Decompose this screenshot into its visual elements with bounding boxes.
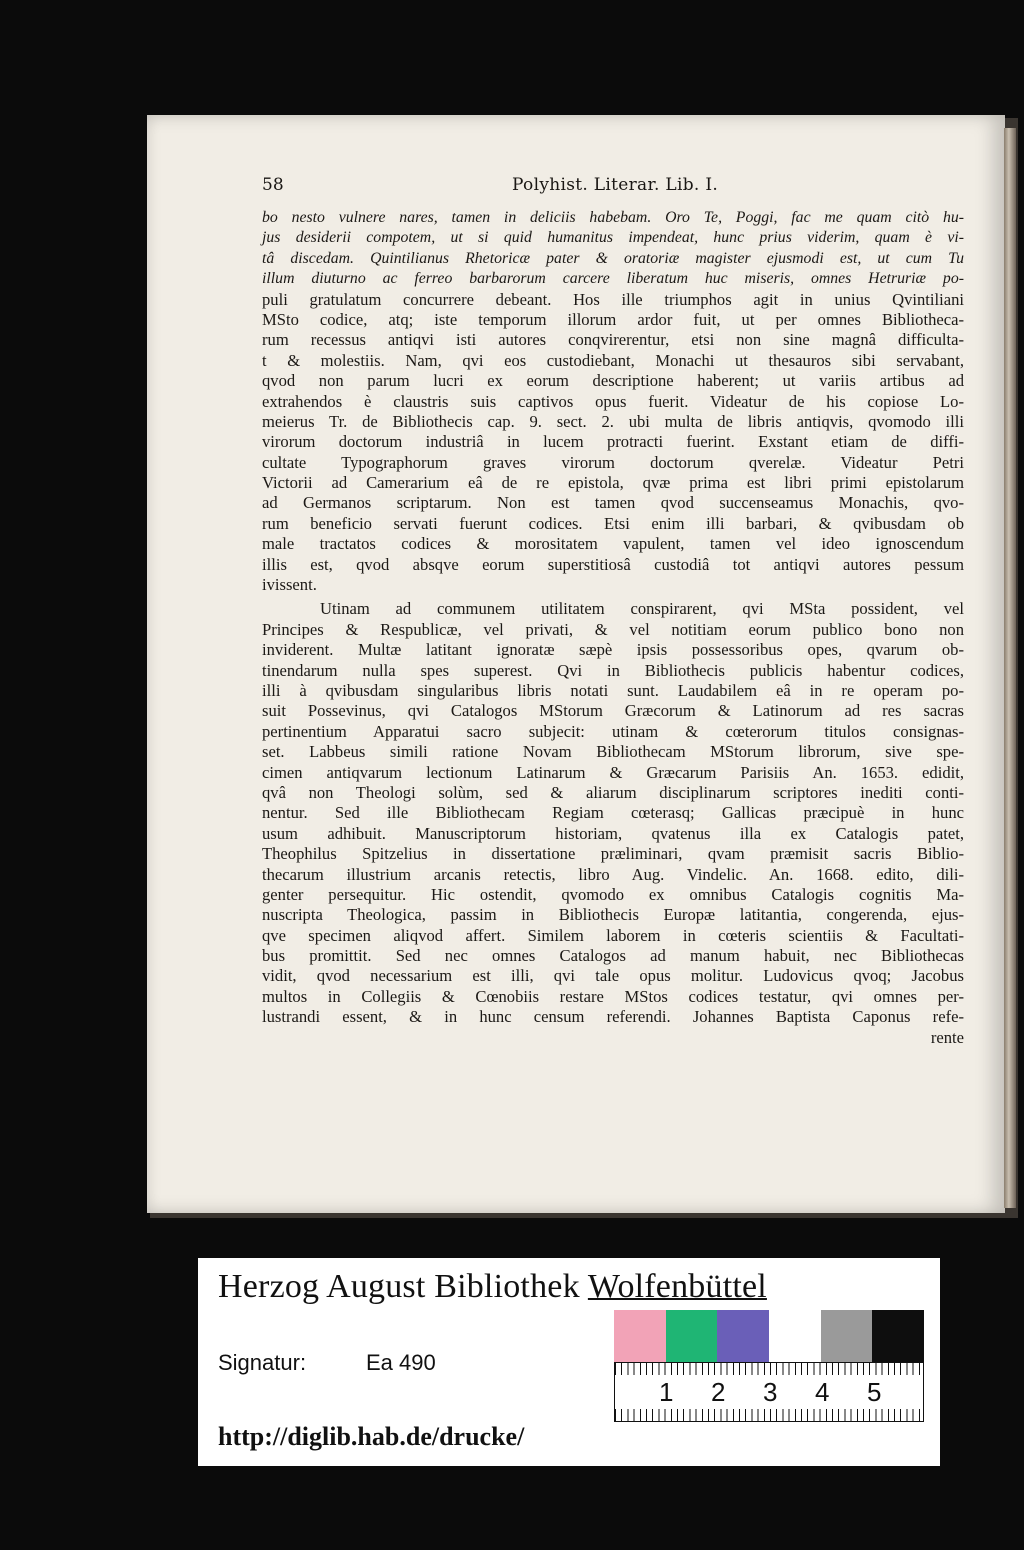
text-line: multos in Collegiis & Cœnobiis restare MStos codices testatur, qvi omnes per- bbox=[262, 986, 964, 1006]
library-city: Wolfenbüttel bbox=[587, 1268, 767, 1305]
text-line: genter persequitur. Hic ostendit, qvomodo ex omnibus Catalogis cognitis Ma- bbox=[262, 884, 964, 904]
text-line: nentur. Sed ille Bibliothecam Regiam cœterasq; Gallicas præcipuè in hunc bbox=[262, 803, 964, 823]
color-swatches bbox=[614, 1310, 924, 1362]
text-line: extrahendos è claustris suis captivos opus fuerit. Videatur de his copiose Lo- bbox=[262, 391, 964, 411]
text-line: qvod non parum lucri ex eorum descriptione haberent; ut variis artibus ad bbox=[262, 371, 964, 391]
color-swatch bbox=[717, 1310, 769, 1362]
text-line: virorum doctorum industriâ in lucem protracti fuerint. Exstant etiam de diffi- bbox=[262, 432, 964, 452]
text-line: MSto codice, atq; iste temporum illorum ardor fuit, ut per omnes Bibliotheca- bbox=[262, 309, 964, 329]
ruler-number: 3 bbox=[763, 1377, 778, 1407]
ruler-ticks-top bbox=[615, 1363, 923, 1375]
running-head bbox=[262, 175, 962, 201]
color-swatch bbox=[821, 1310, 873, 1362]
text-line: rum beneficio servati fuerunt codices. Etsi enim illi barbari, & qvibusdam ob bbox=[262, 513, 964, 533]
text-line: Principes & Respublicæ, vel privati, & vel notitiam eorum publico bono non bbox=[262, 619, 964, 639]
text-line: thecarum illustrium arcanis retectis, libro Aug. Vindelic. An. 1668. edito, dili- bbox=[262, 864, 964, 884]
running-title: Polyhist. Literar. Lib. I. bbox=[512, 175, 719, 195]
text-line: Utinam ad communem utilitatem conspirarent, qvi MSta possident, vel bbox=[320, 599, 964, 619]
text-line: jus desiderii compotem, ut si quid humanitus impendeat, hunc prius viderim, quam è vi- bbox=[262, 229, 964, 247]
text-line: suit Possevinus, qvi Catalogos MStorum Græcorum & Latinorum ad res sacras bbox=[262, 701, 964, 721]
text-line: illum diuturno ac ferreo barbarorum carcere liberatum huc miseris, omnes Hetruriæ po- bbox=[262, 270, 964, 288]
text-line: set. Labbeus simili ratione Novam Bibliothecam MStorum librorum, sive spe- bbox=[262, 742, 964, 762]
text-line: meierus Tr. de Bibliothecis cap. 9. sect. 2. ubi multa de libris antiqvis, qvomodo illi bbox=[262, 411, 964, 431]
library-url: http://diglib.hab.de/drucke/ bbox=[218, 1422, 525, 1451]
text-line: qve specimen aliqvod affert. Similem laborem in cœteris scientiis & Facultati- bbox=[262, 925, 964, 945]
text-line: Theophilus Spitzelius in dissertatione præliminari, qvam præmisit sacris Biblio- bbox=[262, 844, 964, 864]
text-line: illi à qvibusdam singularibus libris notati sunt. Laudabilem eâ in re operam po- bbox=[262, 680, 964, 700]
page-number: 58 bbox=[262, 175, 284, 195]
text-line: t & molestiis. Nam, qvi eos custodiebant, Monachi ut thesauros sibi servabant, bbox=[262, 350, 964, 370]
color-swatch bbox=[666, 1310, 718, 1362]
text-line: usum adhibuit. Manuscriptorum historiam, qvatenus illa ex Catalogis patet, bbox=[262, 823, 964, 843]
text-line: pertinentium Apparatui sacro subjecit: utinam & cœterorum titulos consignas- bbox=[262, 721, 964, 741]
text-line: tinendarum nulla spes superest. Qvi in Bibliothecis publicis habentur codices, bbox=[262, 660, 964, 680]
ruler-number: 1 bbox=[659, 1377, 674, 1407]
text-line: nuscripta Theologica, passim in Bibliothecis Europæ latitantia, congerenda, ejus- bbox=[262, 905, 964, 925]
text-line: rum recessus antiqvi isti autores conqvirerentur, etsi non sine magnâ difficulta- bbox=[262, 330, 964, 350]
text-line: cultate Typographorum graves virorum doctorum qverelæ. Videatur Petri bbox=[262, 452, 964, 472]
color-swatch bbox=[872, 1310, 924, 1362]
ruler-ticks-bottom bbox=[615, 1409, 923, 1421]
text-line: rente bbox=[930, 1027, 964, 1047]
signatur-value: Ea 490 bbox=[366, 1350, 436, 1375]
library-strip bbox=[198, 1258, 940, 1466]
text-line: qvâ non Theologi solùm, sed & aliarum disciplinarum scriptores inediti conti- bbox=[262, 782, 964, 802]
text-line: vidit, qvod necessarium est illi, qvi tale opus molitur. Ludovicus qvoq; Jacobus bbox=[262, 966, 964, 986]
color-swatch bbox=[614, 1310, 666, 1362]
library-name: Herzog August Bibliothek bbox=[218, 1268, 580, 1305]
signatur-label: Signatur: bbox=[218, 1350, 307, 1375]
text-line: puli gratulatum concurrere debeant. Hos ille triumphos agit in unius Qvintiliani bbox=[262, 289, 964, 309]
scale-ruler bbox=[614, 1362, 924, 1422]
ruler-number: 5 bbox=[867, 1377, 882, 1407]
text-line: male tractatos codices & morositatem vapulent, tamen vel ideo ignoscendum bbox=[262, 534, 964, 554]
text-line: Victorii ad Camerarium eâ de re epistola, qvæ prima est libri primi epistolarum bbox=[262, 473, 964, 493]
text-line: bo nesto vulnere nares, tamen in deliciis habebam. Oro Te, Poggi, fac me quam citò hu- bbox=[262, 209, 964, 226]
text-line: bus promittit. Sed nec omnes Catalogos ad manum habuit, nec Bibliothecas bbox=[262, 946, 964, 966]
text-line: lustrandi essent, & in hunc censum referendi. Johannes Baptista Caponus refe- bbox=[262, 1007, 964, 1027]
ruler-number: 4 bbox=[815, 1377, 830, 1407]
text-line: illis est, qvod absqve eorum superstitiosâ custodiâ tot antiqvi autores pessum bbox=[262, 554, 964, 574]
ruler-number: 2 bbox=[711, 1377, 726, 1407]
text-line: inviderent. Multæ latitant ignoratæ sæpè ipsis possessoribus opes, qvarum ob- bbox=[262, 640, 964, 660]
library-title bbox=[218, 1268, 767, 1306]
text-line: ivissent. bbox=[262, 575, 317, 595]
text-line: ad Germanos scriptarum. Non est tamen qvod succenseamus Monachis, qvo- bbox=[262, 493, 964, 513]
page-edge bbox=[1004, 128, 1016, 1208]
body-text bbox=[262, 208, 964, 1048]
color-swatch bbox=[769, 1310, 821, 1362]
text-line: tâ discedam. Quintilianus Rhetoricæ pater & oratoriæ magister ejusmodi est, ut cum Tu bbox=[262, 249, 964, 267]
text-line: cimen antiqvarum lectionum Latinarum & Græcarum Parisiis An. 1653. edidit, bbox=[262, 762, 964, 782]
